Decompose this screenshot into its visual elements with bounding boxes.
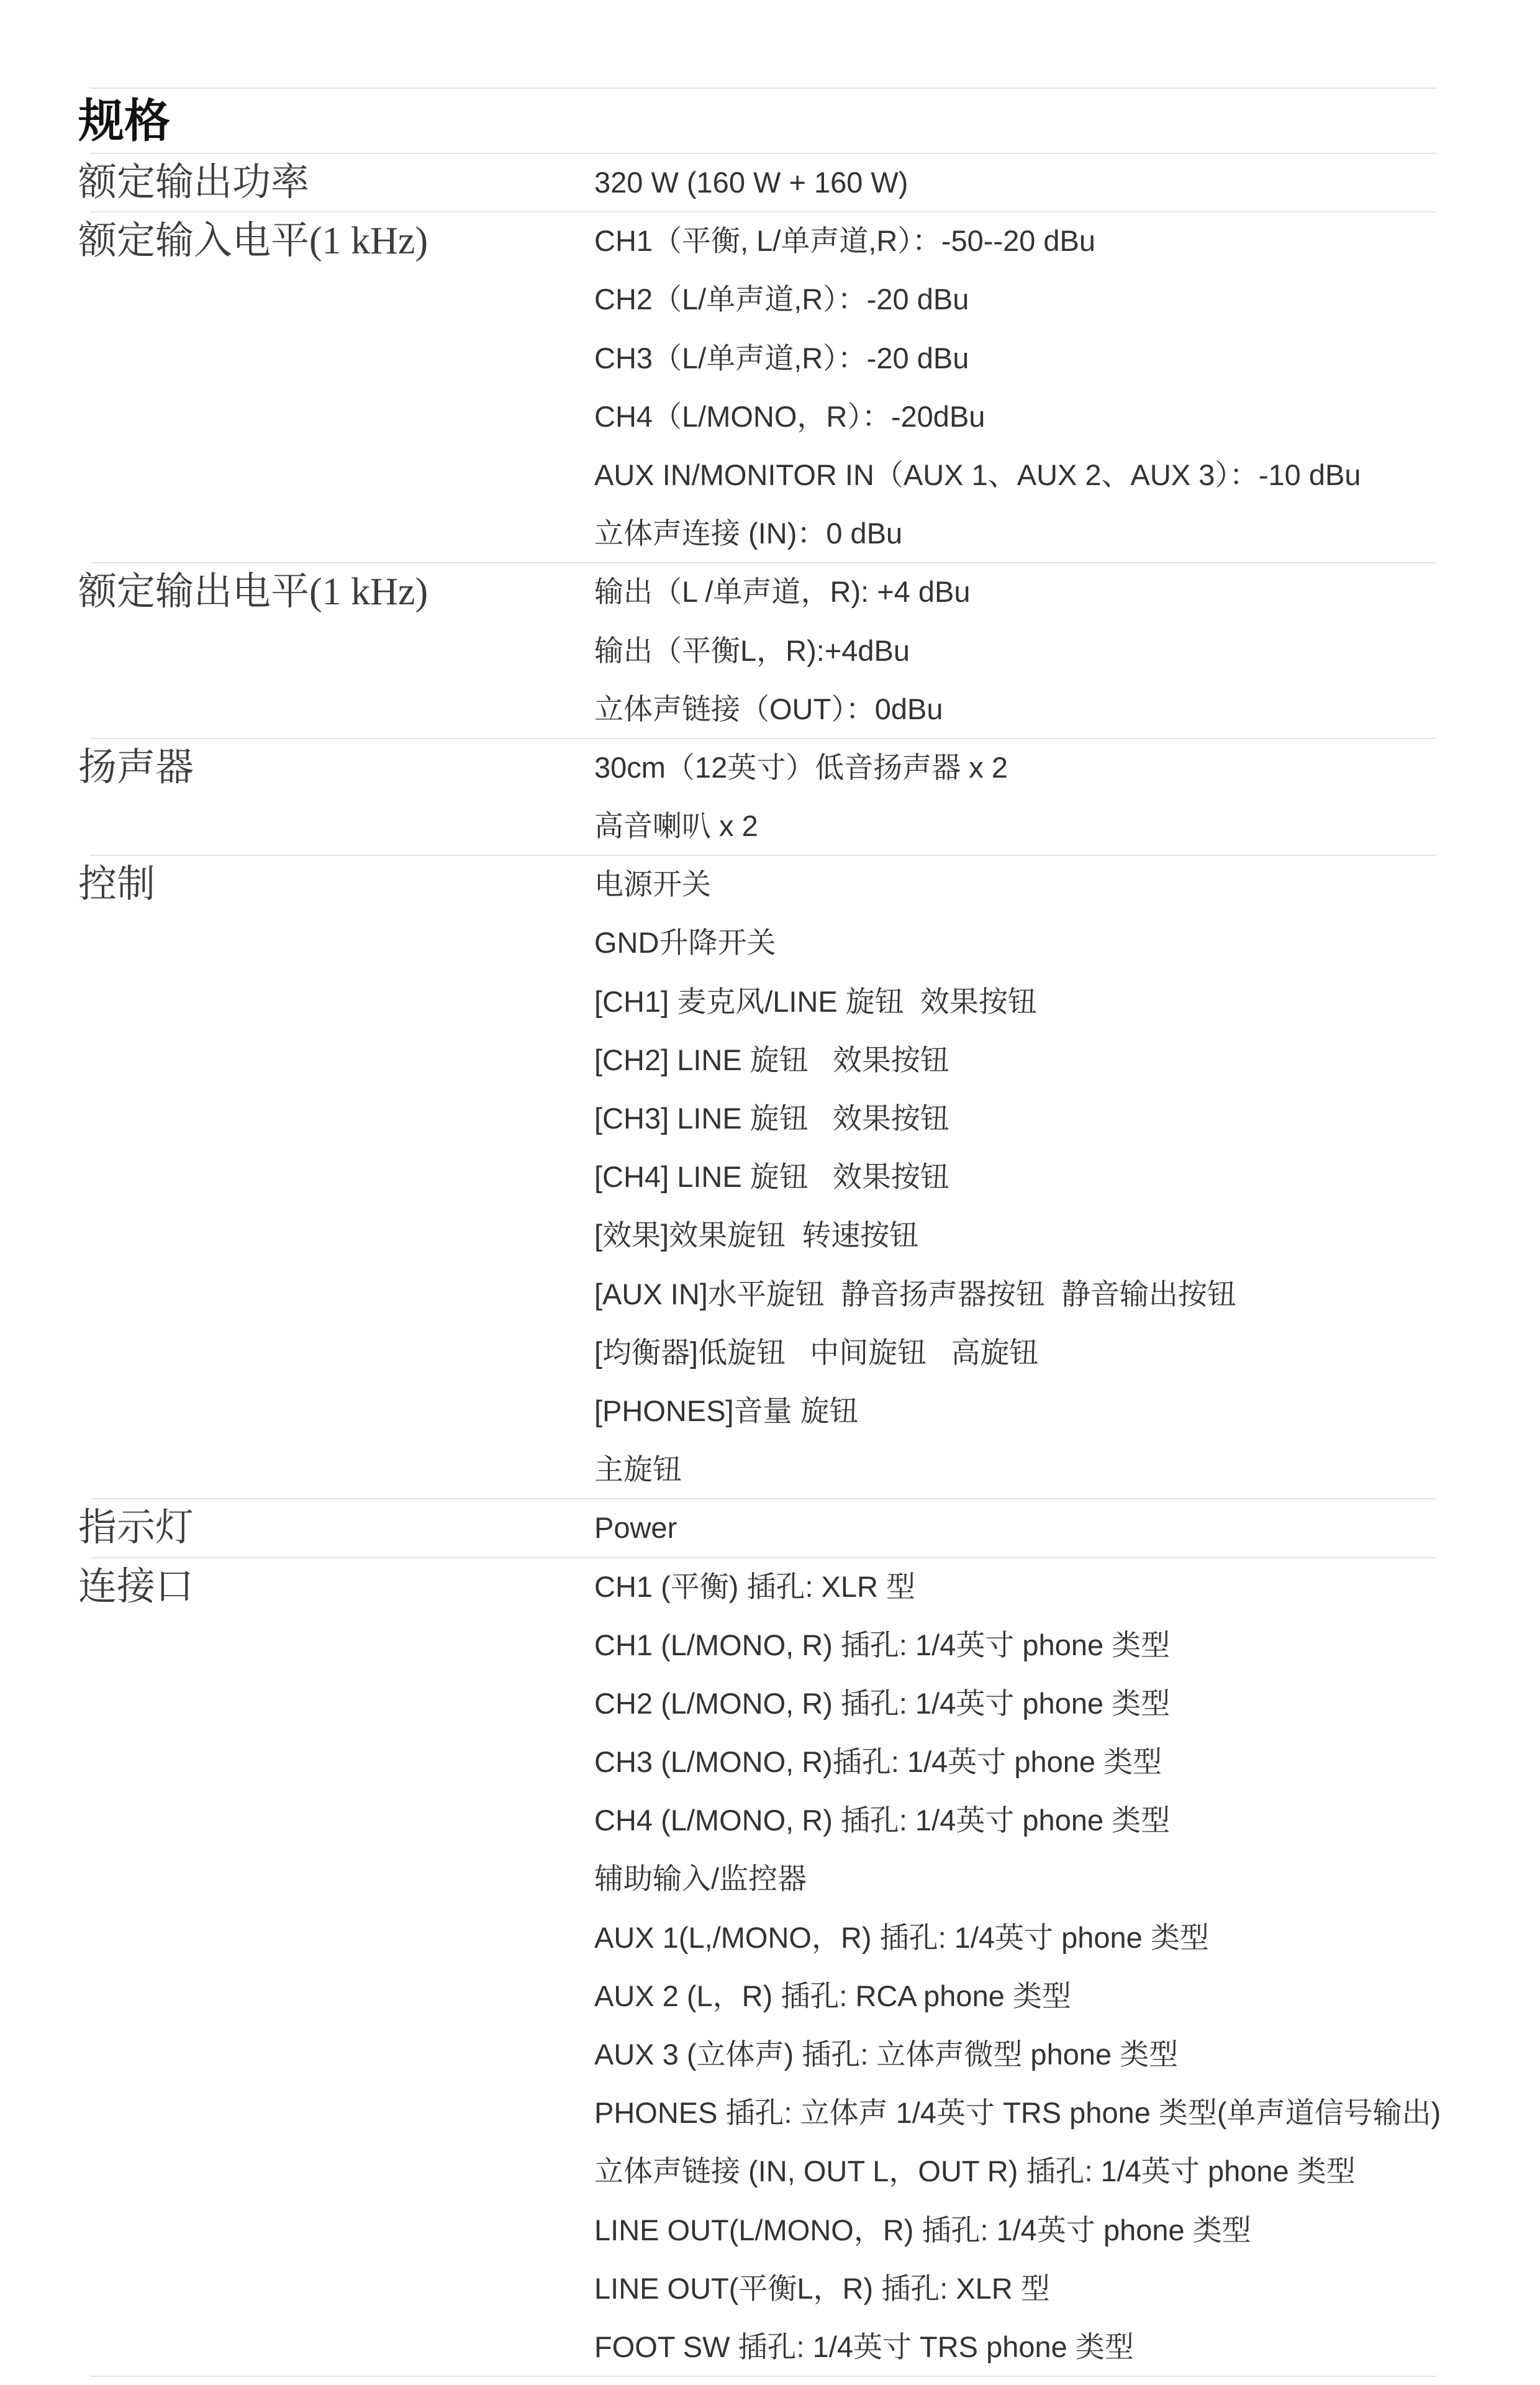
spec-value: CH4 (L/MONO, R) 插孔: 1/4英寸 phone 类型 [594, 1804, 1171, 1837]
page-title: 规格 [78, 94, 170, 147]
spec-value: CH4（L/MONO，R）：-20dBu [594, 399, 985, 433]
spec-label: 控制 [78, 863, 156, 906]
spec-label: 额定输出功率 [78, 161, 310, 204]
spec-values [594, 153, 1436, 212]
spec-value: 立体声链接 (IN, OUT L，OUT R) 插孔: 1/4英寸 phone 类型 [594, 2155, 1356, 2188]
spec-label: 额定输入电平(1 kHz) [78, 220, 428, 263]
spec-row-rated-output-level [78, 563, 1436, 738]
spec-value: CH3 (L/MONO, R)插孔: 1/4英寸 phone 类型 [594, 1745, 1162, 1779]
spec-value: [CH1] 麦克风/LINE 旋钮 效果按钮 [594, 984, 1037, 1018]
spec-sheet [78, 88, 1441, 2377]
spec-value: 主旋钮 [594, 1453, 682, 1486]
spec-label: 指示灯 [78, 1507, 194, 1550]
spec-row-controls [78, 855, 1436, 1499]
spec-value: 电源开关 [594, 868, 711, 901]
spec-value: 输出（L /单声道，R): +4 dBu [594, 575, 971, 609]
spec-value: 320 W (160 W + 160 W) [594, 166, 908, 199]
spec-row-rated-input-level [78, 212, 1436, 563]
spec-values [594, 1499, 1436, 1557]
spec-value: [CH3] LINE 旋钮 效果按钮 [594, 1102, 949, 1135]
spec-value: AUX IN/MONITOR IN（AUX 1、AUX 2、AUX 3）：-10 dBu [594, 458, 1361, 491]
spec-label: 连接口 [78, 1565, 194, 1608]
spec-value: [PHONES]音量 旋钮 [594, 1394, 859, 1427]
spec-values [594, 1558, 1441, 2377]
spec-value: 立体声连接 (IN)：0 dBu [594, 517, 903, 550]
spec-value: 辅助输入/监控器 [594, 1862, 807, 1896]
spec-row-connectors [78, 1558, 1441, 2377]
spec-value: 立体声链接（OUT）：0dBu [594, 692, 943, 725]
spec-values [594, 563, 1436, 738]
spec-label: 扬声器 [78, 746, 194, 789]
spec-values [594, 212, 1436, 563]
spec-value: [AUX IN]水平旋钮 静音扬声器按钮 静音输出按钮 [594, 1277, 1237, 1311]
spec-value: AUX 1(L,/MONO，R) 插孔: 1/4英寸 phone 类型 [594, 1920, 1209, 1954]
spec-value: LINE OUT(平衡L，R) 插孔: XLR 型 [594, 2271, 1050, 2305]
spec-value: Power [594, 1511, 677, 1545]
spec-value: 30cm（12英寸）低音扬声器 x 2 [594, 750, 1008, 784]
spec-row-speakers [78, 738, 1436, 855]
spec-value: [CH2] LINE 旋钮 效果按钮 [594, 1043, 949, 1076]
title-block [78, 88, 1436, 153]
spec-row-rated-output-power [78, 153, 1436, 212]
spec-value: [效果]效果旋钮 转速按钮 [594, 1219, 919, 1252]
spec-value: CH1（平衡, L/单声道,R）：-50--20 dBu [594, 224, 1096, 258]
spec-value: PHONES 插孔: 立体声 1/4英寸 TRS phone 类型(单声道信号输出) [594, 2096, 1441, 2130]
spec-value: 输出（平衡L，R):+4dBu [594, 634, 910, 667]
spec-value: [CH4] LINE 旋钮 效果按钮 [594, 1160, 949, 1194]
spec-value: CH1 (L/MONO, R) 插孔: 1/4英寸 phone 类型 [594, 1628, 1171, 1661]
spec-label: 额定输出电平(1 kHz) [78, 571, 428, 614]
spec-value: AUX 3 (立体声) 插孔: 立体声微型 phone 类型 [594, 2038, 1179, 2071]
spec-values [594, 855, 1436, 1499]
spec-value: CH1 (平衡) 插孔: XLR 型 [594, 1570, 916, 1603]
spec-value: CH2 (L/MONO, R) 插孔: 1/4英寸 phone 类型 [594, 1686, 1171, 1720]
spec-value: 高音喇叭 x 2 [594, 809, 758, 843]
spec-values [594, 738, 1436, 855]
spec-value: GND升降开关 [594, 926, 776, 960]
spec-value: AUX 2 (L，R) 插孔: RCA phone 类型 [594, 1979, 1071, 2012]
spec-value: FOOT SW 插孔: 1/4英寸 TRS phone 类型 [594, 2330, 1134, 2363]
spec-value: CH2（L/单声道,R）：-20 dBu [594, 283, 969, 316]
spec-row-indicators [78, 1499, 1436, 1557]
spec-value: LINE OUT(L/MONO，R) 插孔: 1/4英寸 phone 类型 [594, 2213, 1251, 2246]
spec-value: CH3（L/单声道,R）：-20 dBu [594, 341, 969, 375]
spec-value: [均衡器]低旋钮 中间旋钮 高旋钮 [594, 1335, 1039, 1369]
